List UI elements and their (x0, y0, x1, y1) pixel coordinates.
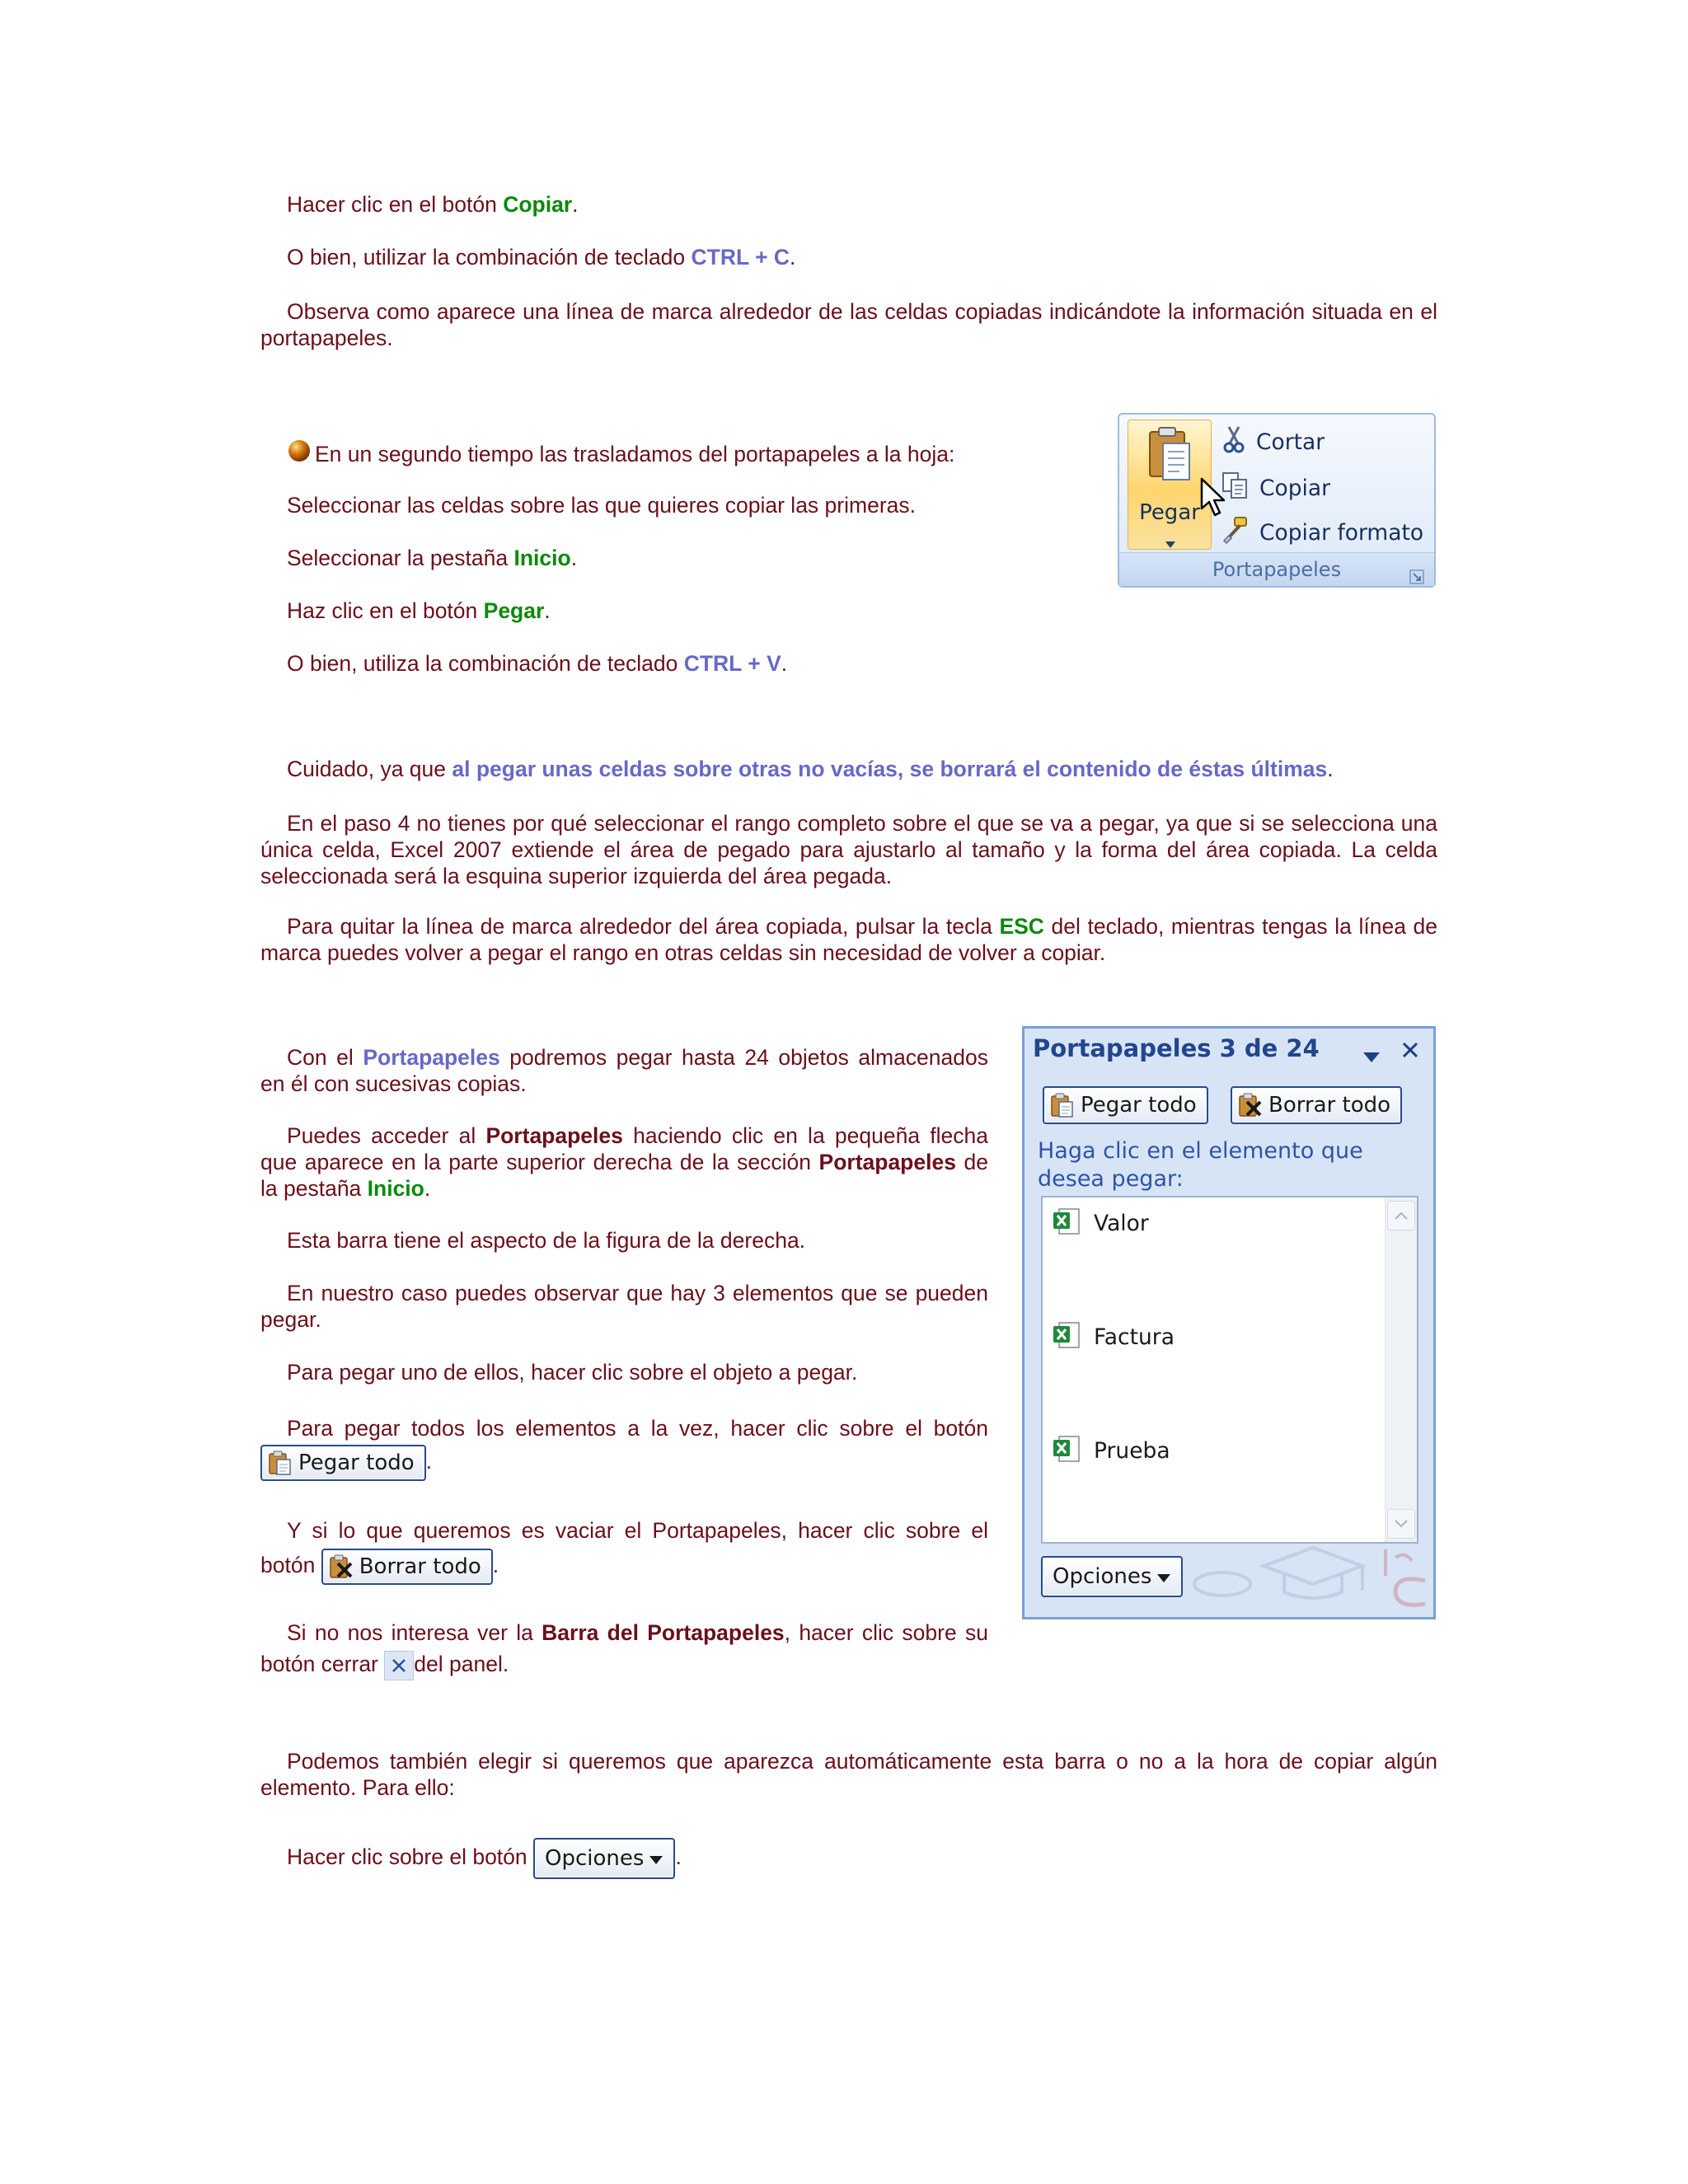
paste-all-icon (1049, 1092, 1076, 1118)
paste-all-label: Pegar todo (1081, 1093, 1197, 1118)
format-painter-label: Copiar formato (1259, 520, 1424, 546)
bold-portapapeles: Portapapeles (485, 1123, 623, 1148)
paragraph-close-bar: Si no nos interesa ver la Barra del Portapapeles, hacer clic sobre su botón cerrar del panel. (260, 1617, 988, 1680)
paragraph-marquee: Observa como aparece una línea de marca alrededor de las celdas copiadas indicándote la información situada en el portapapeles. (260, 299, 1437, 350)
pane-close-icon[interactable] (1400, 1040, 1420, 1066)
dialog-launcher-icon[interactable] (1409, 561, 1424, 594)
highlight-inicio-tab: Inicio (367, 1176, 424, 1201)
paragraph-copy-button: Hacer clic en el botón Copiar. (287, 192, 579, 217)
clear-all-label: Borrar todo (359, 1554, 481, 1579)
watermark-logo (1189, 1533, 1428, 1619)
vertical-scrollbar[interactable] (1385, 1197, 1417, 1542)
clipboard-item-label: Factura (1094, 1324, 1175, 1350)
paragraph-second-step: En un segundo tiempo las trasladamos del portapapeles a la hoja: (260, 438, 1437, 467)
clear-all-inline-button[interactable] (321, 1549, 493, 1585)
paragraph-three-items: En nuestro caso puedes observar que hay 3 elementos que se pueden pegar. (260, 1281, 988, 1332)
scroll-up-button[interactable] (1387, 1201, 1415, 1230)
clipboard-item-label: Valor (1094, 1211, 1149, 1236)
format-painter-icon (1221, 516, 1250, 551)
chevron-down-icon (649, 1840, 663, 1877)
close-inline-icon[interactable] (384, 1651, 414, 1680)
options-button[interactable] (1041, 1556, 1183, 1597)
paragraph-paste-all: Para pegar todos los elementos a la vez, hacer clic sobre el botón Pegar todo . (260, 1412, 988, 1481)
group-name: Portapapeles (1212, 558, 1342, 581)
clear-all-button[interactable] (1231, 1086, 1402, 1124)
paragraph-warning: Cuidado, ya que al pegar unas celdas sobre otras no vacías, se borrará el contenido de éstas últimas. (287, 757, 1334, 781)
paragraph-clear-all: Y si lo que queremos es vaciar el Portapapeles, hacer clic sobre el botón Borrar todo . (260, 1513, 988, 1585)
clipboard-task-pane (1022, 1026, 1436, 1619)
paragraph-auto-show: Podemos también elegir si queremos que aparezca automáticamente esta barra o no a la hora de copiar algún elemento. Para ello: (260, 1749, 1437, 1800)
bold-portapapeles-section: Portapapeles (818, 1150, 956, 1174)
clipboard-item-label: Prueba (1094, 1438, 1170, 1464)
clipboard-paste-icon (1146, 425, 1194, 490)
cut-label: Cortar (1256, 429, 1325, 455)
paragraph-select-tab: Seleccionar la pestaña Inicio. (287, 546, 578, 570)
paragraph-ctrl-v: O bien, utiliza la combinación de teclado CTRL + V. (287, 651, 788, 676)
options-label: Opciones (545, 1846, 645, 1871)
chevron-down-icon (1156, 1563, 1171, 1590)
highlight-copiar: Copiar (503, 192, 573, 217)
paragraph-paste-button: Haz clic en el botón Pegar. (287, 598, 551, 623)
paragraph-clipboard-capacity: Con el Portapapeles podremos pegar hasta 24 objetos almacenados en él con sucesivas copias. (260, 1045, 988, 1096)
highlight-pegar: Pegar (483, 598, 545, 623)
paragraph-options-button: Hacer clic sobre el botón Opciones . (260, 1838, 1437, 1879)
format-painter-button[interactable] (1221, 515, 1423, 551)
paste-button[interactable] (1128, 419, 1212, 550)
paragraph-paste-one: Para pegar uno de ellos, hacer clic sobre el objeto a pegar. (287, 1360, 858, 1385)
scissors-icon (1221, 425, 1246, 460)
paste-all-label: Pegar todo (298, 1451, 415, 1475)
shortcut-ctrl-c: CTRL + C (691, 245, 790, 269)
pane-instruction: Haga clic en el elemento que desea pegar: (1038, 1138, 1363, 1192)
excel-icon (1051, 1318, 1084, 1357)
paragraph-step-four: En el paso 4 no tienes por qué seleccionar el rango completo sobre el que se va a pegar, ya que si se selecciona una única celda, Excel 2007 extiende el área de pegado para ajustarlo al tamaño y la forma del área copiada. La celda seleccionada será la esquina superior izquierda del área pegada. (260, 811, 1437, 888)
paste-all-button[interactable] (1043, 1086, 1208, 1124)
paste-all-icon (267, 1450, 293, 1476)
cut-button[interactable] (1221, 424, 1325, 461)
excel-icon (1051, 1204, 1084, 1244)
highlight-portapapeles: Portapapeles (363, 1045, 500, 1070)
excel-icon (1051, 1432, 1084, 1471)
options-label: Opciones (1053, 1564, 1152, 1589)
copy-icon (1221, 471, 1250, 506)
paste-label: Pegar (1139, 500, 1200, 525)
bold-clipboard-bar: Barra del Portapapeles (542, 1620, 785, 1645)
bullet-ball-icon (287, 438, 312, 463)
copy-button[interactable] (1221, 471, 1330, 507)
pane-menu-dropdown-icon[interactable] (1362, 1043, 1381, 1070)
shortcut-ctrl-v: CTRL + V (683, 651, 781, 676)
paste-all-inline-button[interactable] (260, 1445, 426, 1481)
warning-highlight: al pegar unas celdas sobre otras no vacías, se borrará el contenido de éstas últimas (452, 757, 1328, 781)
highlight-esc: ESC (999, 914, 1044, 939)
options-inline-button[interactable] (533, 1838, 675, 1879)
paragraph-ctrl-c: O bien, utilizar la combinación de teclado CTRL + C. (287, 245, 796, 269)
paragraph-select-cells: Seleccionar las celdas sobre las que quieres copiar las primeras. (287, 493, 916, 518)
ribbon-group-footer (1119, 552, 1434, 586)
pane-title: Portapapeles 3 de 24 (1033, 1034, 1320, 1062)
clear-all-icon (328, 1554, 354, 1580)
clipboard-item[interactable] (1051, 1207, 1149, 1240)
paragraph-esc-key: Para quitar la línea de marca alrededor del área copiada, pulsar la tecla ESC del teclado, mientras tengas la línea de marca puedes volver a pegar el rango en otras celdas sin necesidad de volver a copiar. (260, 914, 1437, 965)
clipboard-item[interactable] (1051, 1321, 1175, 1354)
paragraph-clipboard-access: Puedes acceder al Portapapeles haciendo clic en la pequeña flecha que aparece en la parte superior derecha de la sección Portapapeles de la pestaña Inicio. (260, 1123, 988, 1201)
paragraph-bar-appearance: Esta barra tiene el aspecto de la figura de la derecha. (287, 1228, 806, 1253)
clear-all-icon (1237, 1092, 1264, 1118)
clipboard-item[interactable] (1051, 1435, 1170, 1468)
clipboard-items-list (1041, 1196, 1418, 1544)
highlight-inicio: Inicio (513, 546, 571, 570)
ribbon-clipboard-group (1118, 413, 1436, 588)
copy-label: Copiar (1259, 476, 1331, 501)
clear-all-label: Borrar todo (1268, 1093, 1391, 1118)
